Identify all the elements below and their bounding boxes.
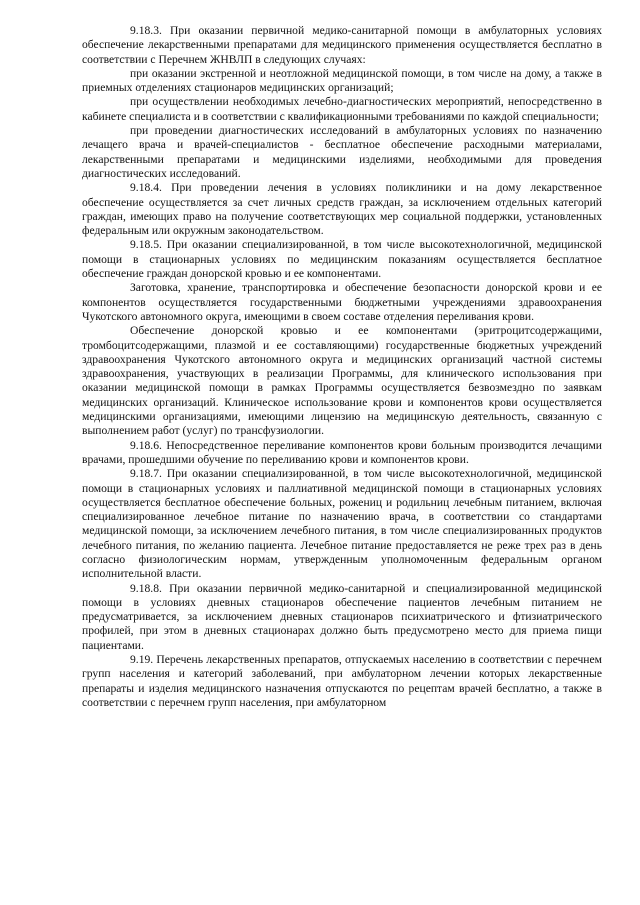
paragraph-emergency-care: при оказании экстренной и неотложной медицинской помощи, в том числе на дому, а также в приемных отделениях стационаров медицинских организаций; <box>82 66 602 95</box>
paragraph-blood-procurement: Заготовка, хранение, транспортировка и обеспечение безопасности донорской крови и ее компонентов осуществляется государственными бюджетными учреждениями здравоохранения Чукотского автономного округа, имеющими в своем составе отделения переливания крови. <box>82 281 602 323</box>
paragraph-9-18-3: 9.18.3. При оказании первичной медико-санитарной помощи в амбулаторных условиях обеспечение лекарственными препаратами для медицинского применения осуществляется бесплатно в соответствии с Перечнем ЖНВЛП в следующих случаях: <box>82 24 602 66</box>
paragraph-blood-supply: Обеспечение донорской кровью и ее компонентами (эритроцитсодержащими, тромбоцитсодержащими, плазмой и ее составляющими) государственные бюджетных учреждений здравоохранения Чукотского автономного округа и медицинских организаций частной системы здравоохранения, участвующих в реализации Программы, для клинического использования при оказании медицинской помощи в рамках Программы осуществляется безвозмездно по заявкам медицинских организаций. Клиническое использование крови и компонентов крови осуществляется медицинскими организациями, имеющими лицензию на медицинскую деятельность, связанную с выполнением работ (услуг) по трансфузиологии. <box>82 324 602 438</box>
paragraph-diagnostic-measures: при осуществлении необходимых лечебно-диагностических мероприятий, непосредственно в кабинете специалиста и в соответствии с квалификационными требованиями по каждой специальности; <box>82 95 602 123</box>
paragraph-9-19: 9.19. Перечень лекарственных препаратов, отпускаемых населению в соответствии с перечнем групп населения и категорий заболеваний, при амбулаторном лечении которых лекарственные препараты и изделия медицинского назначения отпускаются по рецептам врачей бесплатно, а также в соответствии с перечнем групп населения, при амбулаторном <box>82 653 602 709</box>
paragraph-9-18-8: 9.18.8. При оказании первичной медико-санитарной и специализированной медицинской помощи в условиях дневных стационаров обеспечение пациентов лечебным питанием не предусматривается, за исключением дневных стационаров психиатрического и фтизиатрического профилей, при этом в дневных стационарах должно быть предусмотрено место для приема пищи пациентами. <box>82 581 602 652</box>
paragraph-9-18-4: 9.18.4. При проведении лечения в условиях поликлиники и на дому лекарственное обеспечение осуществляется за счет личных средств граждан, за исключением отдельных категорий граждан, имеющих право на получение соответствующих мер социальной поддержки, установленных федеральным или окружным законодательством. <box>82 181 602 238</box>
paragraph-9-18-6: 9.18.6. Непосредственное переливание компонентов крови больным производится лечащими врачами, прошедшими обучение по переливанию крови и компонентов крови. <box>82 438 602 466</box>
paragraph-9-18-7: 9.18.7. При оказании специализированной, в том числе высокотехнологичной, медицинской помощи в стационарных условиях и паллиативной медицинской помощи в стационарных условиях осуществляется бесплатное обеспечение больных, рожениц и родильниц лечебным питанием, включая специализированное лечебное питание по назначению врача, в соответствии со стандартами медицинской помощи, за исключением лечебного питания, в том числе специализированных продуктов лечебного питания, по желанию пациента. Лечебное питание предоставляется не реже трех раз в день согласно физиологическим нормам, утвержденным уполномоченным федеральным органом исполнительной власти. <box>82 467 602 581</box>
paragraph-diagnostic-studies: при проведении диагностических исследований в амбулаторных условиях по назначению лечащего врача и врачей-специалистов - бесплатное обеспечение расходными материалами, лекарственными препаратами и медицинскими изделиями, необходимыми для проведения диагностических исследований. <box>82 124 602 180</box>
document-page <box>82 24 602 710</box>
paragraph-9-18-5: 9.18.5. При оказании специализированной, в том числе высокотехнологичной, медицинской помощи в стационарных условиях по медицинским показаниям осуществляется бесплатное обеспечение граждан донорской кровью и ее компонентами. <box>82 238 602 281</box>
